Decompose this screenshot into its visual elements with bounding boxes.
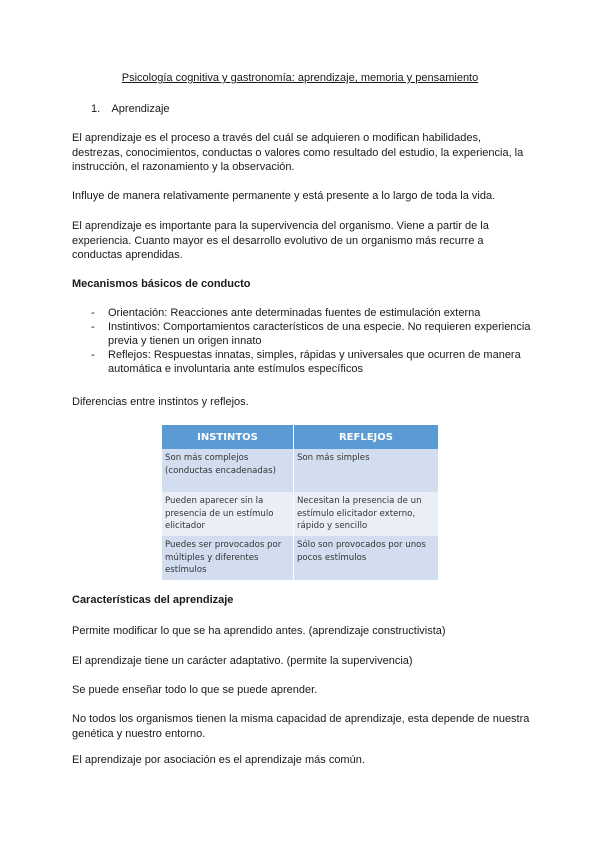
dash-bullet: - (91, 321, 95, 333)
caracteristica-1: Permite modificar lo que se ha aprendido antes. (aprendizaje constructivista) (72, 625, 446, 637)
diferencias-label: Diferencias entre instintos y reflejos. (72, 396, 249, 408)
table-cell: Sólo son provocados por unos pocos estímulos (293, 536, 438, 580)
dash-bullet: - (91, 307, 95, 319)
table-cell: Son más simples (293, 449, 438, 492)
section-number: 1. (91, 103, 101, 115)
table-row (162, 536, 438, 580)
table-row (162, 492, 438, 536)
heading-caracteristicas: Características del aprendizaje (72, 594, 234, 606)
table-header-instintos: INSTINTOS (162, 425, 293, 449)
table-cell: Pueden aparecer sin la presencia de un estímulo elicitador (162, 492, 293, 536)
table-header-reflejos: REFLEJOS (293, 425, 438, 449)
list-item: - Instintivos: Comportamientos característicos de una especie. No requieren experiencia previa y tienen un origen innato (91, 321, 531, 347)
table-cell: Son más complejos (conductas encadenadas) (162, 449, 293, 492)
caracteristica-4: No todos los organismos tienen la misma capacidad de aprendizaje, esta depende de nuestra genética y nuestro entorno. (72, 713, 530, 740)
caracteristica-5: El aprendizaje por asociación es el aprendizaje más común. (72, 754, 365, 766)
mecanismos-list (72, 306, 532, 376)
caracteristica-2: El aprendizaje tiene un carácter adaptativo. (permite la supervivencia) (72, 655, 413, 667)
paragraph-importance: El aprendizaje es importante para la supervivencia del organismo. Viene a partir de la experiencia. Cuanto mayor es el desarrollo evolutivo de un organismo más recurre a conductas aprendidas. (72, 220, 489, 261)
caracteristica-3: Se puede enseñar todo lo que se puede aprender. (72, 684, 318, 696)
list-item: - Orientación: Reacciones ante determinadas fuentes de estimulación externa (91, 307, 481, 319)
comparison-table (162, 425, 438, 580)
table-cell: Puedes ser provocados por múltiples y diferentes estímulos (162, 536, 293, 580)
table-row (162, 449, 438, 492)
section-heading (91, 103, 170, 115)
paragraph-definition: El aprendizaje es el proceso a través del cuál se adquieren o modifican habilidades, destrezas, conocimientos, conductas o valores como resultado del estudio, la experiencia, la instrucción, el razonamiento y la observación. (72, 132, 524, 173)
heading-mecanismos: Mecanismos básicos de conducto (72, 278, 251, 290)
dash-bullet: - (91, 349, 95, 361)
paragraph-influence: Influye de manera relativamente permanente y está presente a lo largo de toda la vida. (72, 190, 496, 202)
section-title: Aprendizaje (111, 103, 170, 115)
document-title: Psicología cognitiva y gastronomía: aprendizaje, memoria y pensamiento (121, 72, 479, 84)
table-cell: Necesitan la presencia de un estímulo elicitador externo, rápido y sencillo (293, 492, 438, 536)
list-item: - Reflejos: Respuestas innatas, simples, rápidas y universales que ocurren de manera automática e involuntaria ante estímulos específicos (91, 349, 521, 375)
